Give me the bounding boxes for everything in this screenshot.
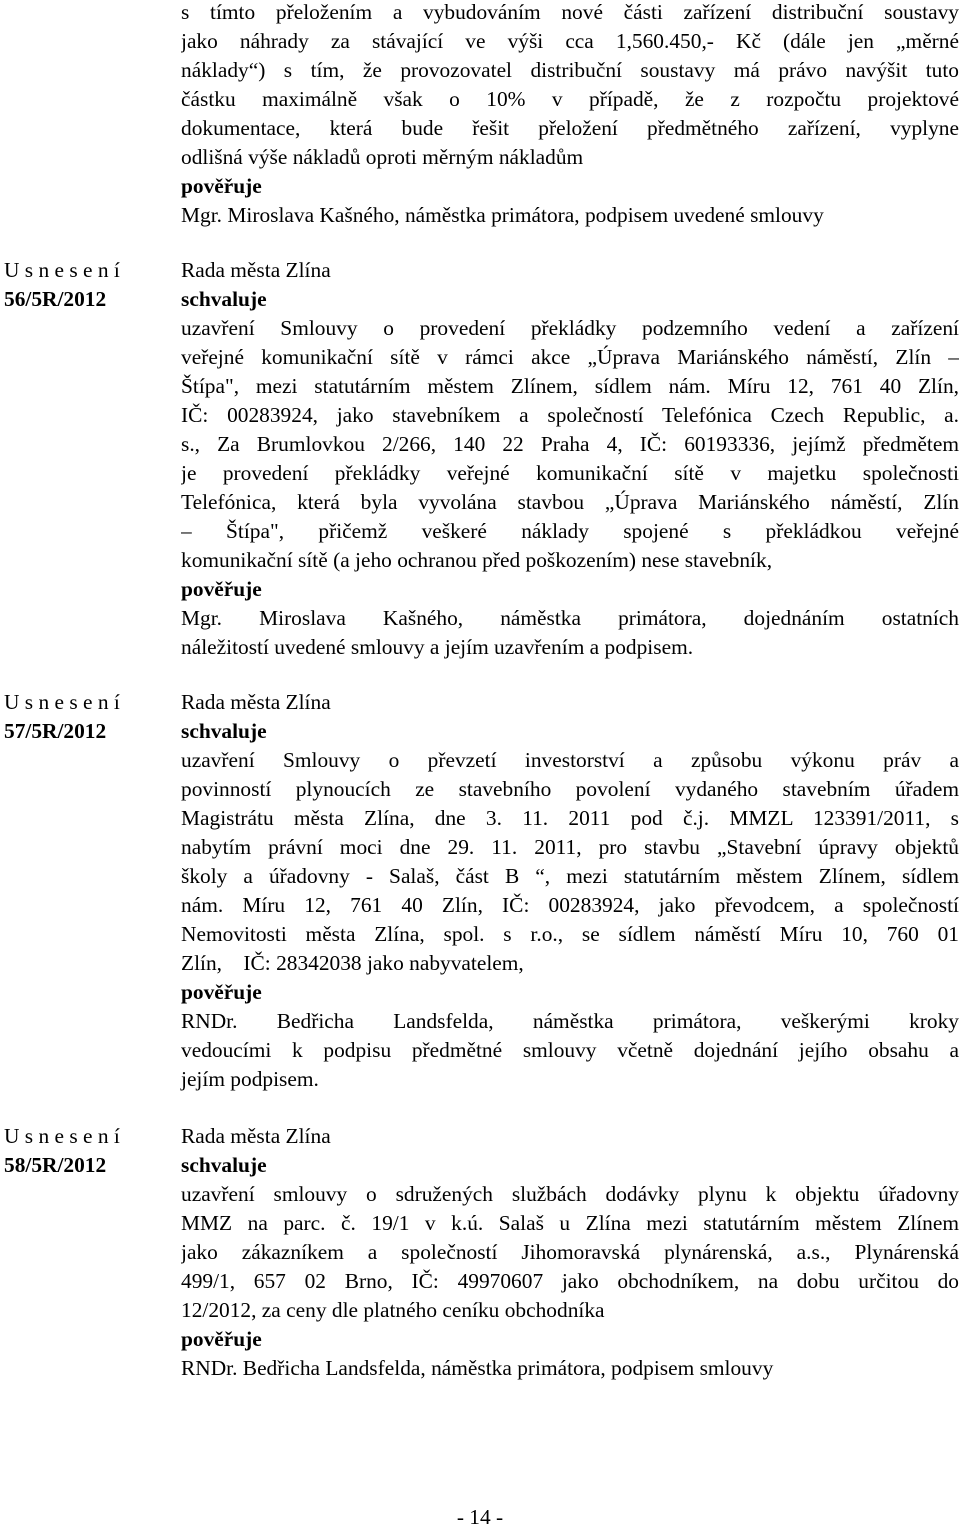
intro-delegate-keyword: pověřuje <box>181 174 262 198</box>
intro-line: jako náhrady za stávající ve výši cca 1,560.450,- Kč (dále jen „měrné <box>181 29 959 53</box>
resolution-text-line: uzavření smlouvy o sdružených službách dodávky plynu k objektu úřadovny <box>181 1182 959 1206</box>
resolution-text-line: jako zákazníkem a společností Jihomoravská plynárenská, a.s., Plynárenská <box>181 1240 959 1264</box>
intro-delegate-text: Mgr. Miroslava Kašného, náměstka primátora, podpisem uvedené smlouvy <box>181 203 824 227</box>
intro-line: odlišná výše nákladů oproti měrným nákladům <box>181 145 584 169</box>
delegate-keyword: pověřuje <box>181 1327 262 1351</box>
resolution-text-line: IČ: 00283924, jako stavebníkem a společností Telefónica Czech Republic, a. <box>181 403 959 427</box>
resolution-text-line: MMZ na parc. č. 19/1 v k.ú. Salaš u Zlína mezi statutárním městem Zlínem <box>181 1211 959 1235</box>
resolution-text-line: uzavření Smlouvy o provedení překládky podzemního vedení a zařízení <box>181 316 959 340</box>
delegate-text-line: náležitostí uvedené smlouvy a jejím uzavřením a podpisem. <box>181 635 694 659</box>
resolution-text-line: nabytím právní moci dne 29. 11. 2011, pro stavbu „Stavební úpravy objektů <box>181 835 959 859</box>
approve-keyword: schvaluje <box>181 719 267 743</box>
intro-body <box>181 0 959 230</box>
resolution-text-line: Magistrátu města Zlína, dne 3. 11. 2011 pod č.j. MMZL 123391/2011, s <box>181 806 959 830</box>
delegate-keyword: pověřuje <box>181 577 262 601</box>
resolution-text-line: 499/1, 657 02 Brno, IČ: 49970607 jako obchodníkem, na dobu určitou do <box>181 1269 959 1293</box>
delegate-text-line: RNDr. Bedřicha Landsfelda, náměstka primátora, podpisem smlouvy <box>181 1356 774 1380</box>
resolution-text-line: uzavření Smlouvy o převzetí investorství a způsobu výkonu práv a <box>181 748 959 772</box>
delegate-text-line: vedoucími k podpisu předmětné smlouvy včetně dojednání jejího obsahu a <box>181 1038 959 1062</box>
resolution-label <box>4 688 164 746</box>
resolution-text-line: Nemovitosti města Zlína, spol. s r.o., se sídlem náměstí Míru 10, 760 01 <box>181 922 959 946</box>
resolution-text-line: 12/2012, za ceny dle platného ceníku obchodníka <box>181 1298 605 1322</box>
resolution-text-line: nám. Míru 12, 761 40 Zlín, IČ: 00283924, jako převodcem, a společností <box>181 893 959 917</box>
resolution-text-line: veřejné komunikační sítě v rámci akce „Úprava Mariánského náměstí, Zlín – <box>181 345 959 369</box>
resolution-label <box>4 1122 164 1180</box>
intro-line: s tímto přeložením a vybudováním nové části zařízení distribuční soustavy <box>181 0 959 24</box>
resolution-number: 58/5R/2012 <box>4 1153 107 1177</box>
resolution-heading: U s n e s e n í <box>4 1124 120 1148</box>
resolution-text-line: je provedení překládky veřejné komunikační sítě v majetku společnosti <box>181 461 959 485</box>
resolution-label <box>4 256 164 314</box>
resolution-text-line: školy a úřadovny - Salaš, část B “, mezi statutárním městem Zlínem, sídlem <box>181 864 959 888</box>
resolution-text-line: Telefónica, která byla vyvolána stavbou „Úprava Mariánského náměstí, Zlín <box>181 490 959 514</box>
intro-line: dokumentace, která bude řešit přeložení předmětného zařízení, vyplyne <box>181 116 959 140</box>
resolution-text-line: s., Za Brumlovkou 2/266, 140 22 Praha 4, IČ: 60193336, jejímž předmětem <box>181 432 959 456</box>
page-number: - 14 - <box>456 1505 504 1529</box>
resolution-text-line: povinností plynoucích ze stavebního povolení vydaného stavebním úřadem <box>181 777 959 801</box>
approve-keyword: schvaluje <box>181 1153 267 1177</box>
resolution-text-line: komunikační sítě (a jeho ochranou před poškozením) nese stavebník, <box>181 548 773 572</box>
resolution-body <box>181 1122 959 1383</box>
resolution-body <box>181 256 959 662</box>
delegate-text-line: jejím podpisem. <box>181 1067 319 1091</box>
approve-keyword: schvaluje <box>181 287 267 311</box>
council-name: Rada města Zlína <box>181 690 331 714</box>
council-name: Rada města Zlína <box>181 258 331 282</box>
resolution-number: 57/5R/2012 <box>4 719 107 743</box>
intro-line: částku maximálně však o 10% v případě, že z rozpočtu projektové <box>181 87 959 111</box>
resolution-heading: U s n e s e n í <box>4 258 120 282</box>
resolution-number: 56/5R/2012 <box>4 287 107 311</box>
resolution-text-line: Štípa", mezi statutárním městem Zlínem, sídlem nám. Míru 12, 761 40 Zlín, <box>181 374 959 398</box>
resolution-text-line: Zlín, IČ: 28342038 jako nabyvatelem, <box>181 951 524 975</box>
delegate-text-line: RNDr. Bedřicha Landsfelda, náměstka primátora, veškerými kroky <box>181 1009 959 1033</box>
delegate-keyword: pověřuje <box>181 980 262 1004</box>
resolution-body <box>181 688 959 1094</box>
delegate-text-line: Mgr. Miroslava Kašného, náměstka primátora, dojednáním ostatních <box>181 606 959 630</box>
intro-line: náklady“) s tím, že provozovatel distribuční soustavy má právo navýšit tuto <box>181 58 959 82</box>
resolution-heading: U s n e s e n í <box>4 690 120 714</box>
council-name: Rada města Zlína <box>181 1124 331 1148</box>
resolution-text-line: – Štípa", přičemž veškeré náklady spojené s překládkou veřejné <box>181 519 959 543</box>
